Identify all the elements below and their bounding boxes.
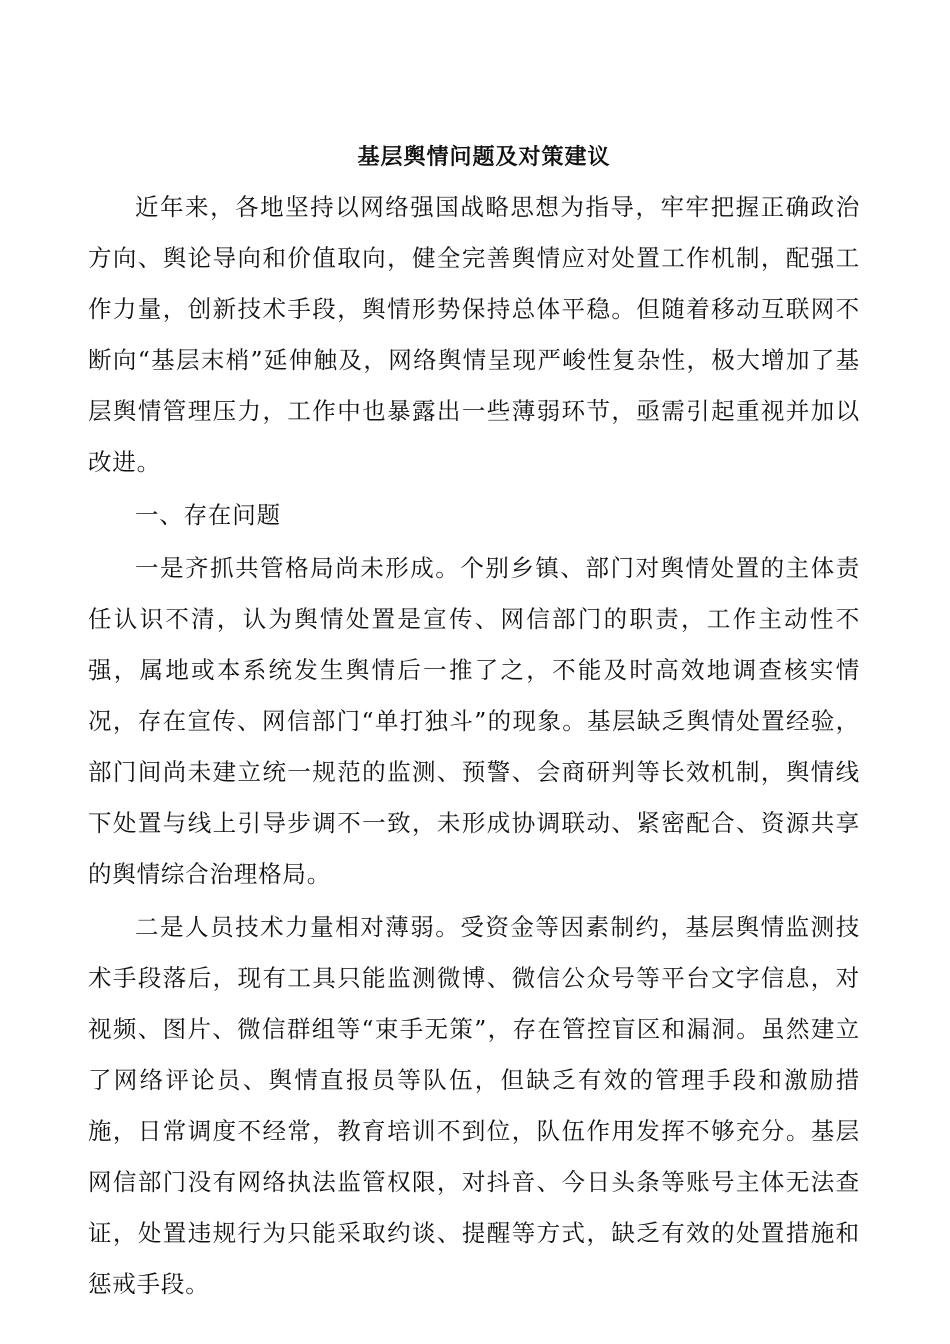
problem-point-1: 一是齐抓共管格局尚未形成。个别乡镇、部门对舆情处置的主体责任认识不清，认为舆情处置是宣传、网信部门的职责，工作主动性不强，属地或本系统发生舆情后一推了之，不能及时高效地调查核实情况，存在宣传、网信部门“单打独斗”的现象。基层缺乏舆情处置经验，部门间尚未建立统一规范的监测、预警、会商研判等长效机制，舆情线下处置与线上引导步调不一致，未形成协调联动、紧密配合、资源共享的舆情综合治理格局。: [88, 554, 860, 888]
problem-point-2: 二是人员技术力量相对薄弱。受资金等因素制约，基层舆情监测技术手段落后，现有工具只能监测微博、微信公众号等平台文字信息，对视频、图片、微信群组等“束手无策”，存在管控盲区和漏洞。虽然建立了网络评论员、舆情直报员等队伍，但缺乏有效的管理手段和激励措施，日常调度不经常，教育培训不到位，队伍作用发挥不够充分。基层网信部门没有网络执法监管权限，对抖音、今日头条等账号主体无法查证，处置违规行为只能采取约谈、提醒等方式，缺乏有效的处置措施和惩戒手段。: [88, 913, 860, 1298]
document-page: [88, 140, 860, 1312]
section-heading: 一、存在问题: [135, 501, 281, 529]
document-title: 基层舆情问题及对策建议: [357, 145, 611, 170]
intro-paragraph: 近年来，各地坚持以网络强国战略思想为指导，牢牢把握正确政治方向、舆论导向和价值取向，健全完善舆情应对处置工作机制，配强工作力量，创新技术手段，舆情形势保持总体平稳。但随着移动互联网不断向“基层末梢”延伸触及，网络舆情呈现严峻性复杂性，极大增加了基层舆情管理压力，工作中也暴露出一些薄弱环节，亟需引起重视并加以改进。: [88, 193, 860, 476]
